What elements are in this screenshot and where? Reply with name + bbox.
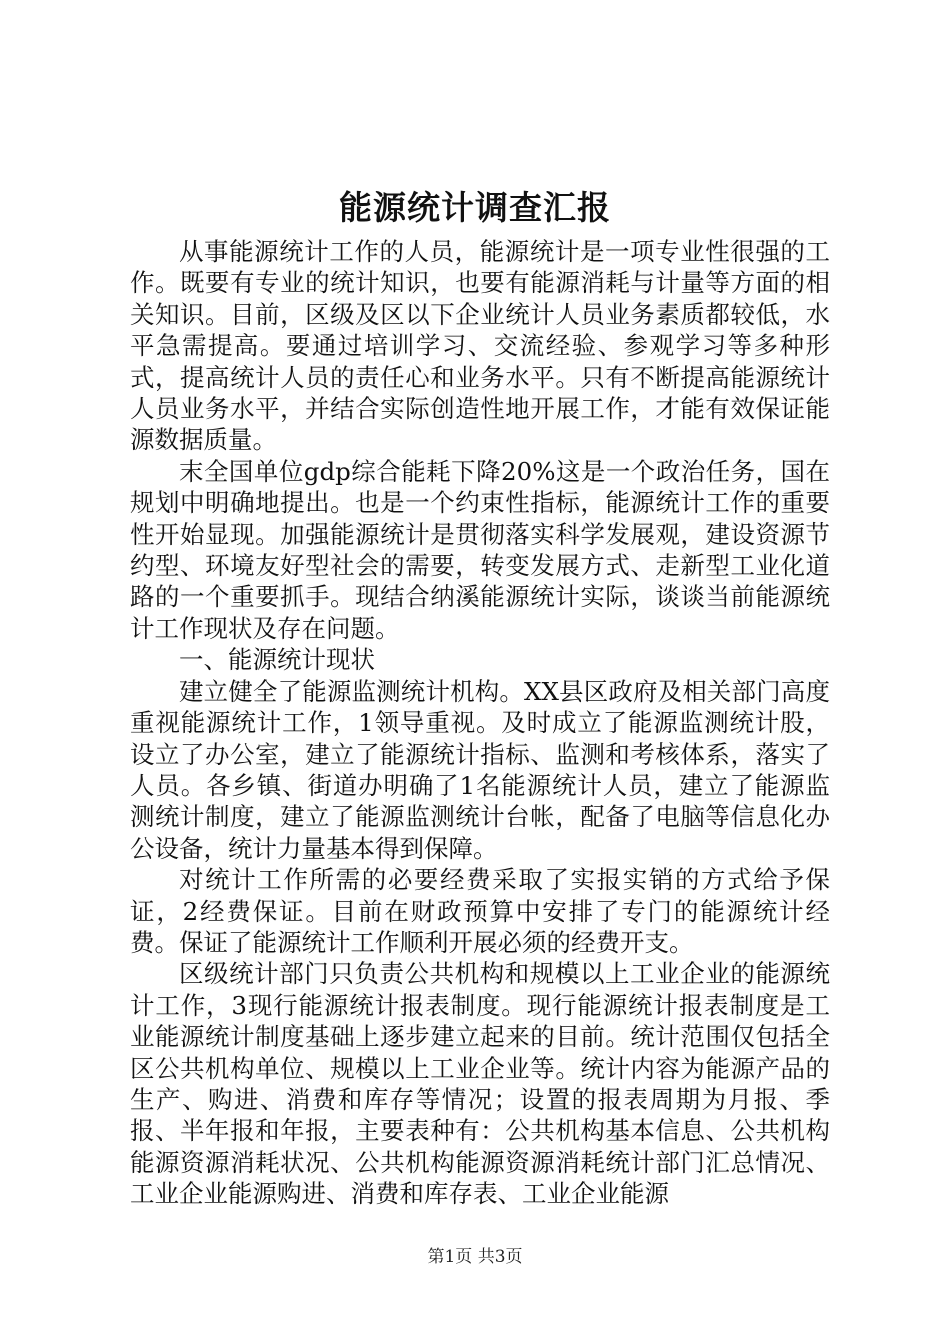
section-heading-status: 一、能源统计现状	[179, 645, 375, 675]
paragraph-reporting-system: 区级统计部门只负责公共机构和规模以上工业企业的能源统计工作，3现行能源统计报表制度。现行能源统计报表制度是工业能源统计制度基础上逐步建立起来的目前。统计范围仅包括全区公共机构单位、规模以上工业企业等。统计内容为能源产品的生产、购进、消费和库存等情况；设置的报表周期为月报、季报、半年报和年报，主要表种有：公共机构基本信息、公共机构能源资源消耗状况、公共机构能源资源消耗统计部门汇总情况、工业企业能源购进、消费和库存表、工业企业能源	[130, 959, 830, 1209]
paragraph-background: 末全国单位gdp综合能耗下降20%这是一个政治任务，国在规划中明确地提出。也是一个约束性指标，能源统计工作的重要性开始显现。加强能源统计是贯彻落实科学发展观，建设资源节约型、环境友好型社会的需要，转变发展方式、走新型工业化道路的一个重要抓手。现结合纳溪能源统计实际，谈谈当前能源统计工作现状及存在问题。	[130, 456, 830, 643]
paragraph-intro: 从事能源统计工作的人员，能源统计是一项专业性很强的工作。既要有专业的统计知识，也要有能源消耗与计量等方面的相关知识。目前，区级及区以下企业统计人员业务素质都较低，水平急需提高。要通过培训学习、交流经验、参观学习等多种形式，提高统计人员的责任心和业务水平。只有不断提高能源统计人员业务水平，并结合实际创造性地开展工作，才能有效保证能源数据质量。	[130, 237, 830, 455]
paragraph-funding: 对统计工作所需的必要经费采取了实报实销的方式给予保证，2经费保证。目前在财政预算中安排了专门的能源统计经费。保证了能源统计工作顺利开展必须的经费开支。	[130, 865, 830, 957]
document-title: 能源统计调查汇报	[339, 188, 611, 227]
page-footer: 第1页 共3页	[427, 1247, 523, 1267]
paragraph-leadership: 建立健全了能源监测统计机构。XX县区政府及相关部门高度重视能源统计工作，1领导重视。及时成立了能源监测统计股，设立了办公室，建立了能源统计指标、监测和考核体系，落实了人员。各乡镇、街道办明确了1名能源统计人员，建立了能源监测统计制度，建立了能源监测统计台帐，配备了电脑等信息化办公设备，统计力量基本得到保障。	[130, 676, 830, 863]
document-body	[130, 236, 830, 1210]
